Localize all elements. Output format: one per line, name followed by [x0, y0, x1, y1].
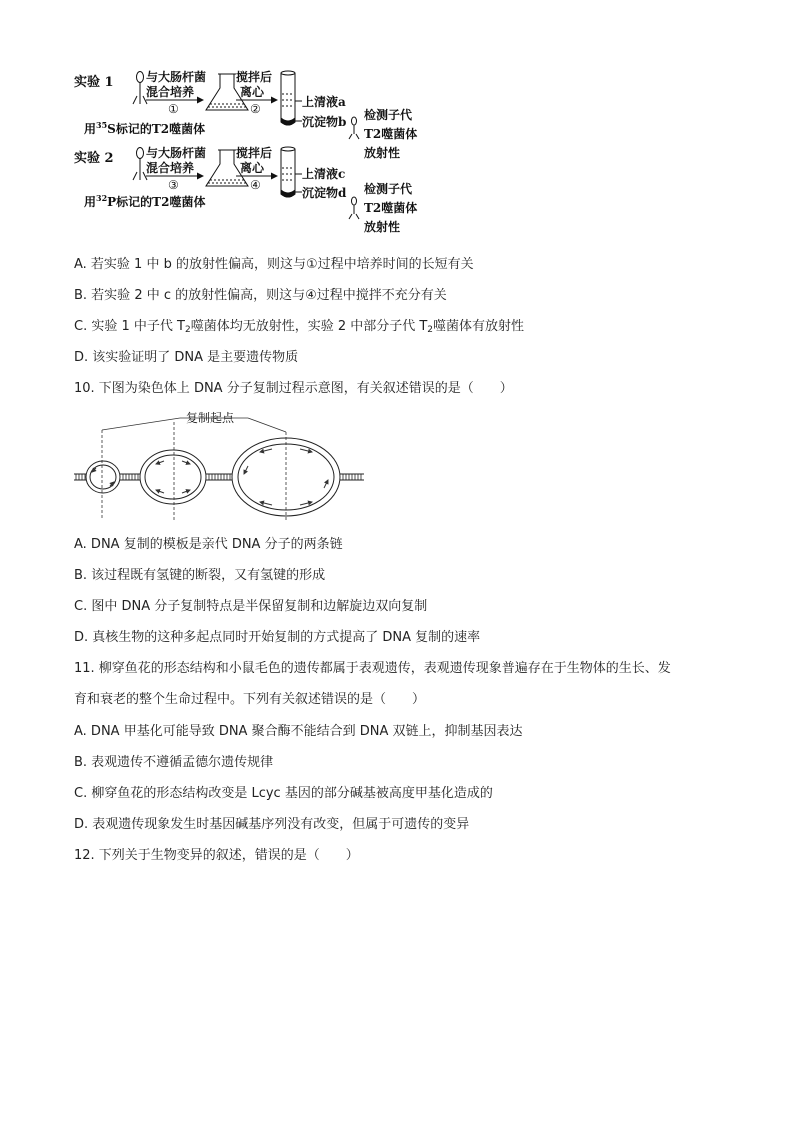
q9-option-b: B. 若实验 2 中 c 的放射性偏高，则这与④过程中搅拌不充分有关: [74, 288, 447, 303]
exp1-supernatant-label: 上清液a: [302, 95, 346, 109]
exp1-centrifuge-tube-icon: [281, 71, 295, 125]
base-pair-ticks: [76, 474, 361, 480]
exp1-detect-label-2: T2噬菌体: [364, 127, 418, 141]
exp1-step-1: ①: [168, 102, 179, 116]
exp2-phage-icon: [133, 148, 147, 181]
origin-pointer-1: [102, 418, 180, 430]
q9-option-c-part2: 噬菌体均无放射性，实验 2 中部分子代 T: [190, 319, 428, 334]
q10-option-b: B. 该过程既有氢键的断裂，又有氢键的形成: [74, 568, 326, 583]
q11-option-c: C. 柳穿鱼花的形态结构改变是 Lcyc 基因的部分碱基被高度甲基化造成的: [74, 786, 493, 801]
q11-option-d: D. 表观遗传现象发生时基因碱基序列没有改变，但属于可遗传的变异: [74, 817, 470, 832]
exp2-mix-label-1: 与大肠杆菌: [146, 146, 207, 160]
exp1-phage-label: 用$^{35}$S标记的T2噬菌体: [84, 120, 206, 136]
exp1-offspring-phage-icon: [349, 117, 359, 139]
exp1-mix-label-1: 与大肠杆菌: [146, 70, 207, 84]
exp2-mix-label-2: 混合培养: [146, 161, 195, 175]
q12-stem: 12. 下列关于生物变异的叙述，错误的是（ ）: [74, 848, 359, 863]
exp2-centrifuge-label-2: 离心: [240, 161, 265, 175]
exp1-step-2: ②: [250, 102, 261, 116]
exp2-detect-label-3: 放射性: [364, 220, 401, 234]
exp1-title: 实验 1: [74, 75, 114, 90]
exp1-mix-label-2: 混合培养: [146, 85, 195, 99]
q9-option-d: D. 该实验证明了 DNA 是主要遗传物质: [74, 350, 299, 365]
exp2-phage-label: 用$^{32}$P标记的T2噬菌体: [84, 193, 206, 209]
exp2-centrifuge-tube-icon: [281, 147, 295, 197]
q9-option-c-sub2: 2: [427, 325, 434, 335]
q11-option-a: A. DNA 甲基化可能导致 DNA 聚合酶不能结合到 DNA 双链上，抑制基因表达: [74, 724, 523, 739]
exp1-phage-icon: [133, 72, 147, 105]
exp2-offspring-phage-icon: [349, 197, 359, 219]
q9-option-c-part1: C. 实验 1 中子代 T: [74, 319, 185, 334]
dna-replication-figure: [72, 408, 372, 526]
exp1-detect-label-1: 检测子代: [364, 108, 413, 122]
q10-stem: 10. 下图为染色体上 DNA 分子复制过程示意图，有关叙述错误的是（ ）: [74, 381, 513, 396]
exp1-centrifuge-label-2: 离心: [240, 85, 265, 99]
q9-option-c-sub1: 2: [184, 325, 191, 335]
q10-option-a: A. DNA 复制的模板是亲代 DNA 分子的两条链: [74, 537, 343, 552]
exp2-title: 实验 2: [74, 151, 114, 166]
exp1-centrifuge-label-1: 搅拌后: [236, 70, 273, 84]
exp1-sediment-label: 沉淀物b: [302, 115, 347, 129]
exp2-step-1: ③: [168, 178, 179, 192]
phage-experiment-svg: [70, 66, 440, 238]
q9-option-c: [74, 317, 734, 340]
q10-option-d: D. 真核生物的这种多起点同时开始复制的方式提高了 DNA 复制的速率: [74, 630, 481, 645]
dna-replication-svg: [72, 408, 372, 526]
exp2-sediment-label: 沉淀物d: [302, 186, 347, 200]
q9-option-c-part3: 噬菌体有放射性: [433, 319, 525, 334]
q9-option-a: A. 若实验 1 中 b 的放射性偏高，则这与①过程中培养时间的长短有关: [74, 257, 474, 272]
exp2-detect-label-1: 检测子代: [364, 182, 413, 196]
exp2-detect-label-2: T2噬菌体: [364, 201, 418, 215]
replication-bubble-1: [86, 461, 120, 493]
phage-experiment-figure: [70, 66, 440, 238]
origin-label: 复制起点: [186, 411, 235, 425]
dna-backbone: [74, 474, 364, 480]
exp2-supernatant-label: 上清液c: [302, 167, 346, 181]
q11-option-b: B. 表观遗传不遵循孟德尔遗传规律: [74, 755, 274, 770]
origin-pointer-3: [248, 418, 286, 432]
replication-bubble-2: [140, 450, 206, 504]
q11-stem-line-2: 育和衰老的整个生命过程中。下列有关叙述错误的是（ ）: [74, 692, 426, 707]
exp2-centrifuge-label-1: 搅拌后: [236, 146, 273, 160]
exp1-detect-label-3: 放射性: [364, 146, 401, 160]
q11-stem-line-1: 11. 柳穿鱼花的形态结构和小鼠毛色的遗传都属于表观遗传，表观遗传现象普遍存在于生物体的生长、发: [74, 661, 671, 676]
q10-option-c: C. 图中 DNA 分子复制特点是半保留复制和边解旋边双向复制: [74, 599, 428, 614]
exp2-step-2: ④: [250, 178, 261, 192]
